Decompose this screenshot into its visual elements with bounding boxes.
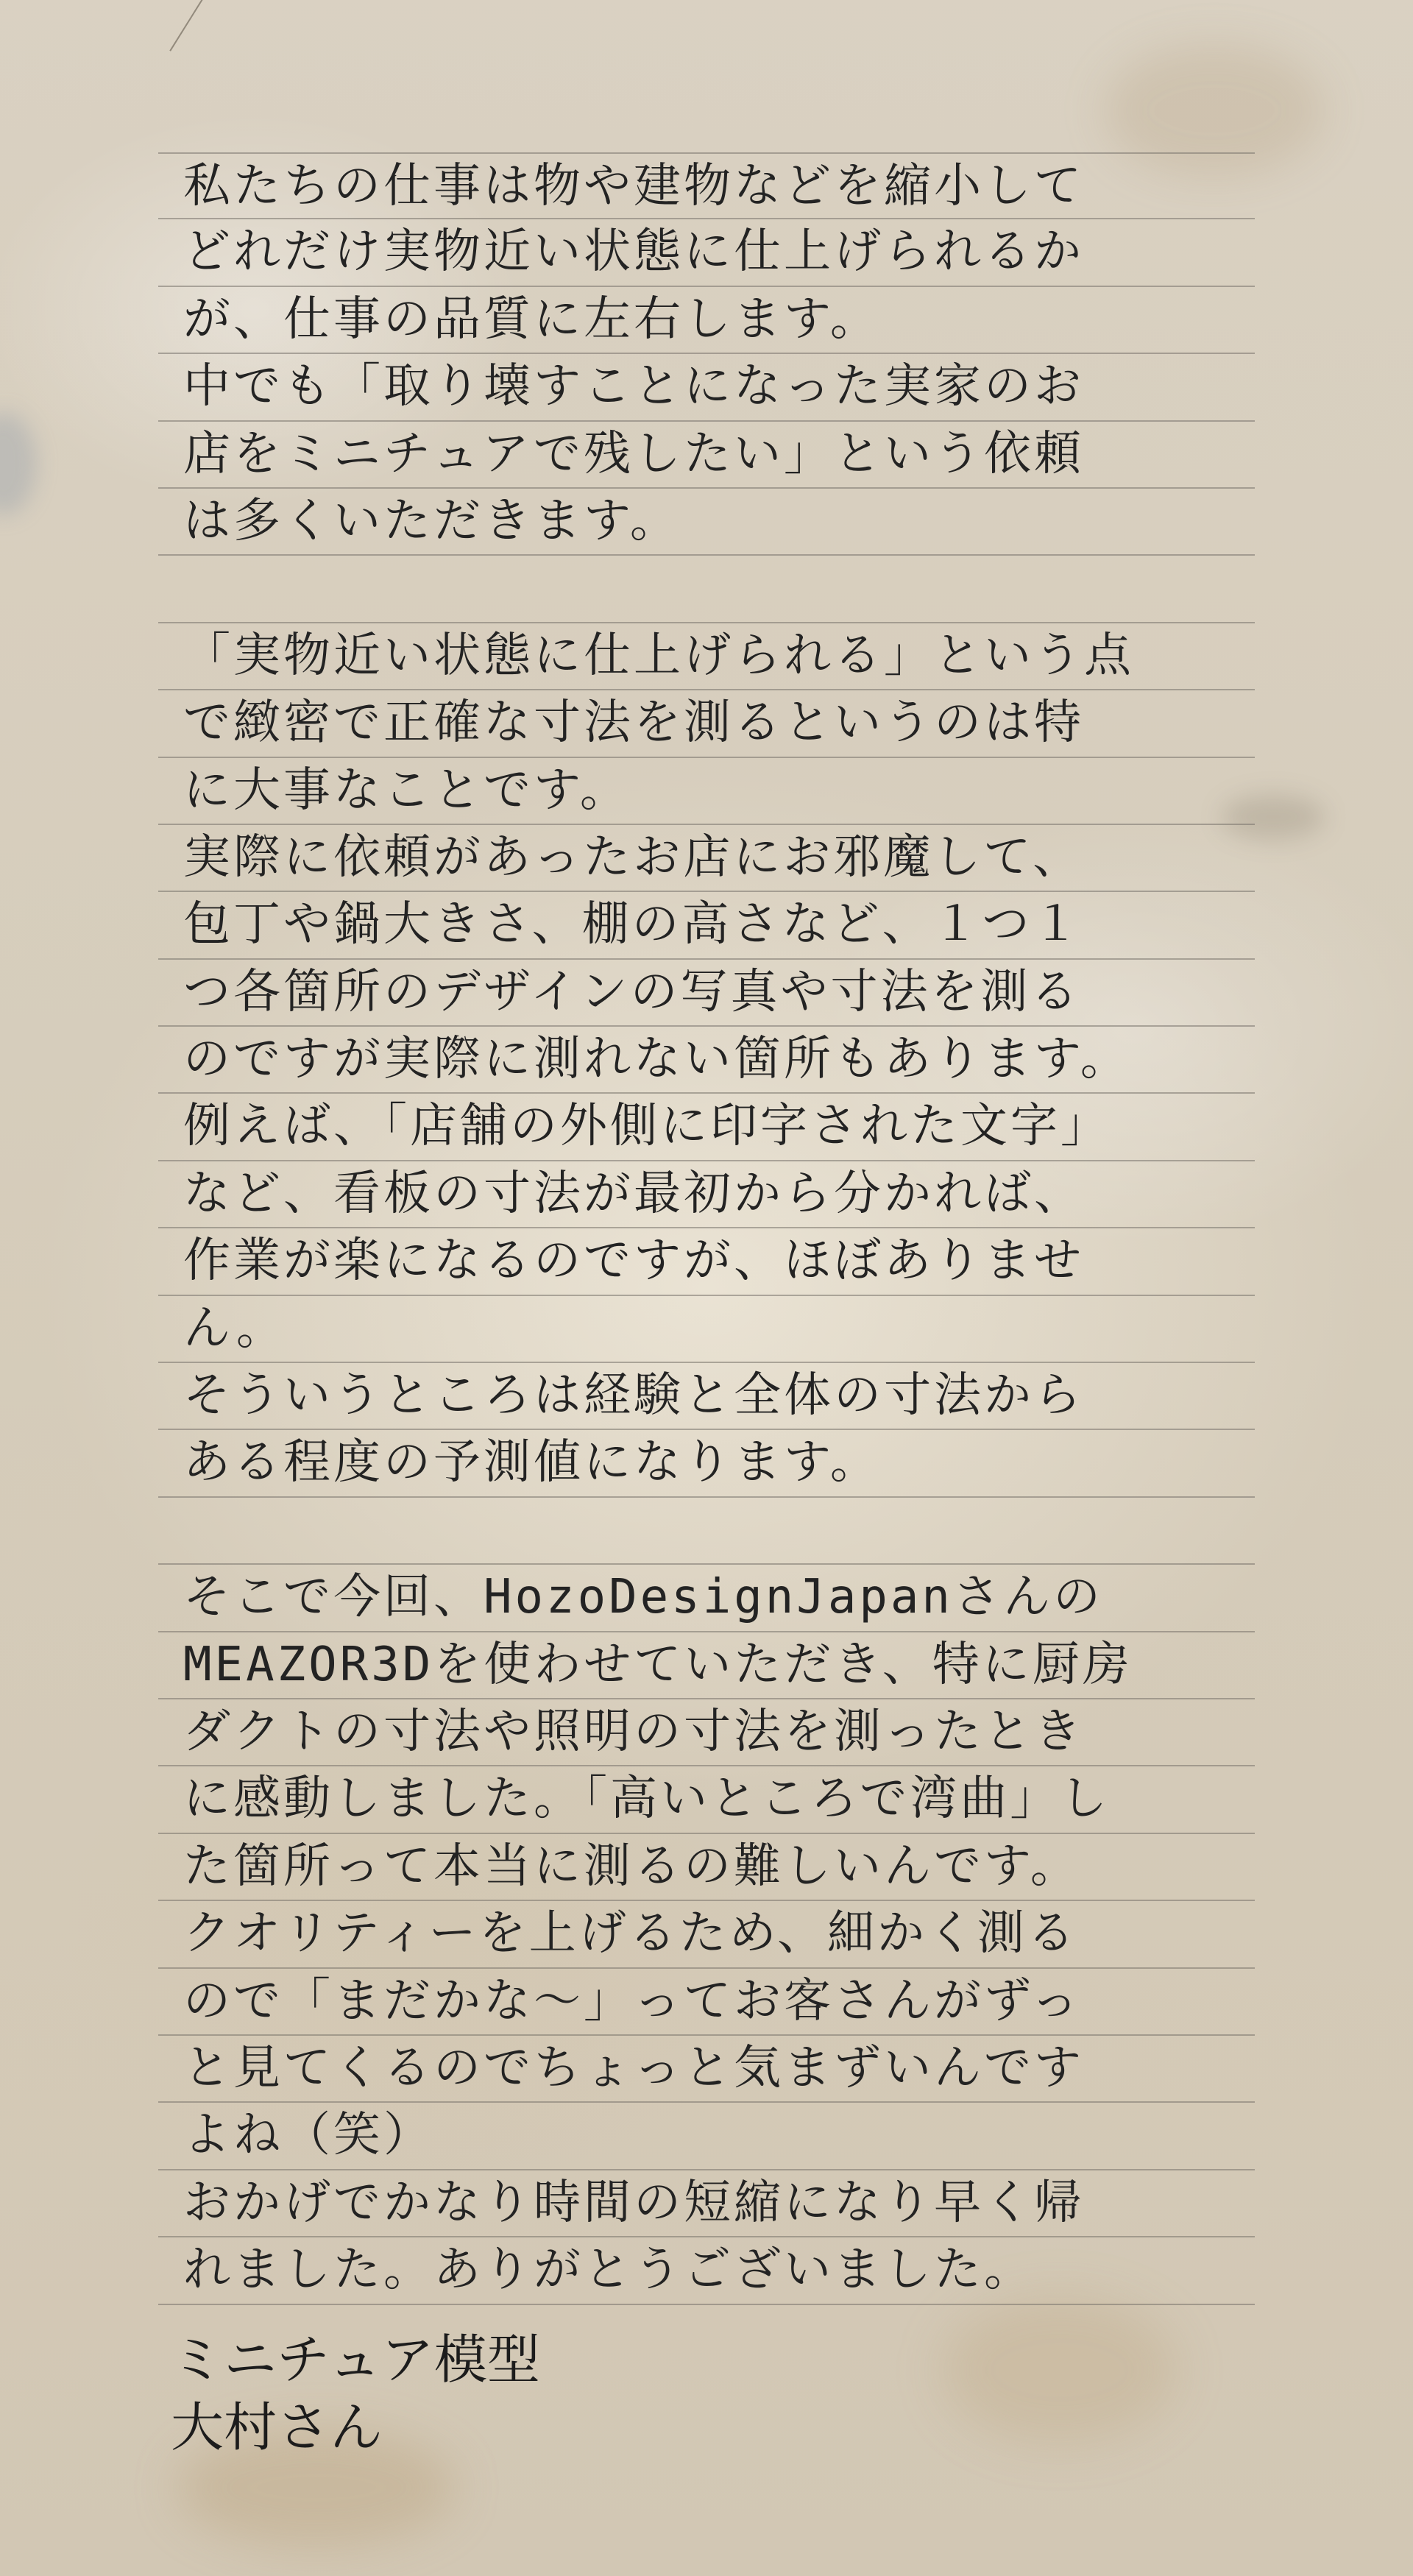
letter-line: おかげでかなり時間の短縮になり早く帰 <box>158 2170 1255 2237</box>
letter-line: 私たちの仕事は物や建物などを縮小して <box>158 152 1255 219</box>
signature-company: ミニチュア模型 <box>171 2329 540 2391</box>
letter-line <box>158 1498 1255 1565</box>
letter-line: など、看板の寸法が最初から分かれば、 <box>158 1161 1255 1228</box>
letter-line: に大事なことです。 <box>158 758 1255 825</box>
letter-line: どれだけ実物近い状態に仕上げられるか <box>158 219 1255 286</box>
letter-line: つ各箇所のデザインの写真や寸法を測る <box>158 960 1255 1027</box>
letter-line: ある程度の予測値になります。 <box>158 1430 1255 1497</box>
letter-line: は多くいただきます。 <box>158 489 1255 556</box>
paper-stain <box>0 412 37 515</box>
signature-name: 大村さん <box>171 2396 383 2458</box>
letter-line: そういうところは経験と全体の寸法から <box>158 1363 1255 1430</box>
letter-line: と見てくるのでちょっと気まずいんです <box>158 2036 1255 2103</box>
letter-line: MEAZOR3Dを使わせていただき、特に厨房 <box>158 1632 1255 1699</box>
paper-stain <box>942 2296 1178 2444</box>
paper-scratch <box>169 0 205 52</box>
letter-line: 「実物近い状態に仕上げられる」という点 <box>158 623 1255 690</box>
letter-line: ん。 <box>158 1296 1255 1363</box>
letter-line: が、仕事の品質に左右します。 <box>158 287 1255 354</box>
signature-block <box>171 2326 540 2461</box>
letter-line: 中でも「取り壊すことになった実家のお <box>158 354 1255 421</box>
letter-line: た箇所って本当に測るの難しいんです。 <box>158 1834 1255 1901</box>
letter-line: 店をミニチュアで残したい」という依頼 <box>158 422 1255 489</box>
letter-line: ので「まだかな～」ってお客さんがずっ <box>158 1969 1255 2036</box>
letter-line: ダクトの寸法や照明の寸法を測ったとき <box>158 1699 1255 1766</box>
letter-line: よね（笑） <box>158 2103 1255 2170</box>
testimonial-letter <box>158 152 1255 2305</box>
letter-line: 例えば、「店舗の外側に印字された文字」 <box>158 1094 1255 1161</box>
letter-line <box>158 556 1255 623</box>
letter-line: のですが実際に測れない箇所もあります。 <box>158 1027 1255 1094</box>
letter-line: 包丁や鍋大きさ、棚の高さなど、１つ１ <box>158 892 1255 959</box>
letter-line: れました。ありがとうございました。 <box>158 2237 1255 2304</box>
letter-line: で緻密で正確な寸法を測るというのは特 <box>158 690 1255 757</box>
letter-line: 実際に依頼があったお店にお邪魔して、 <box>158 825 1255 892</box>
letter-line: クオリティーを上げるため、細かく測る <box>158 1901 1255 1968</box>
letter-line: に感動しました。「高いところで湾曲」し <box>158 1766 1255 1833</box>
letter-line: そこで今回、HozoDesignJapanさんの <box>158 1565 1255 1632</box>
letter-line: 作業が楽になるのですが、ほぼありませ <box>158 1228 1255 1295</box>
